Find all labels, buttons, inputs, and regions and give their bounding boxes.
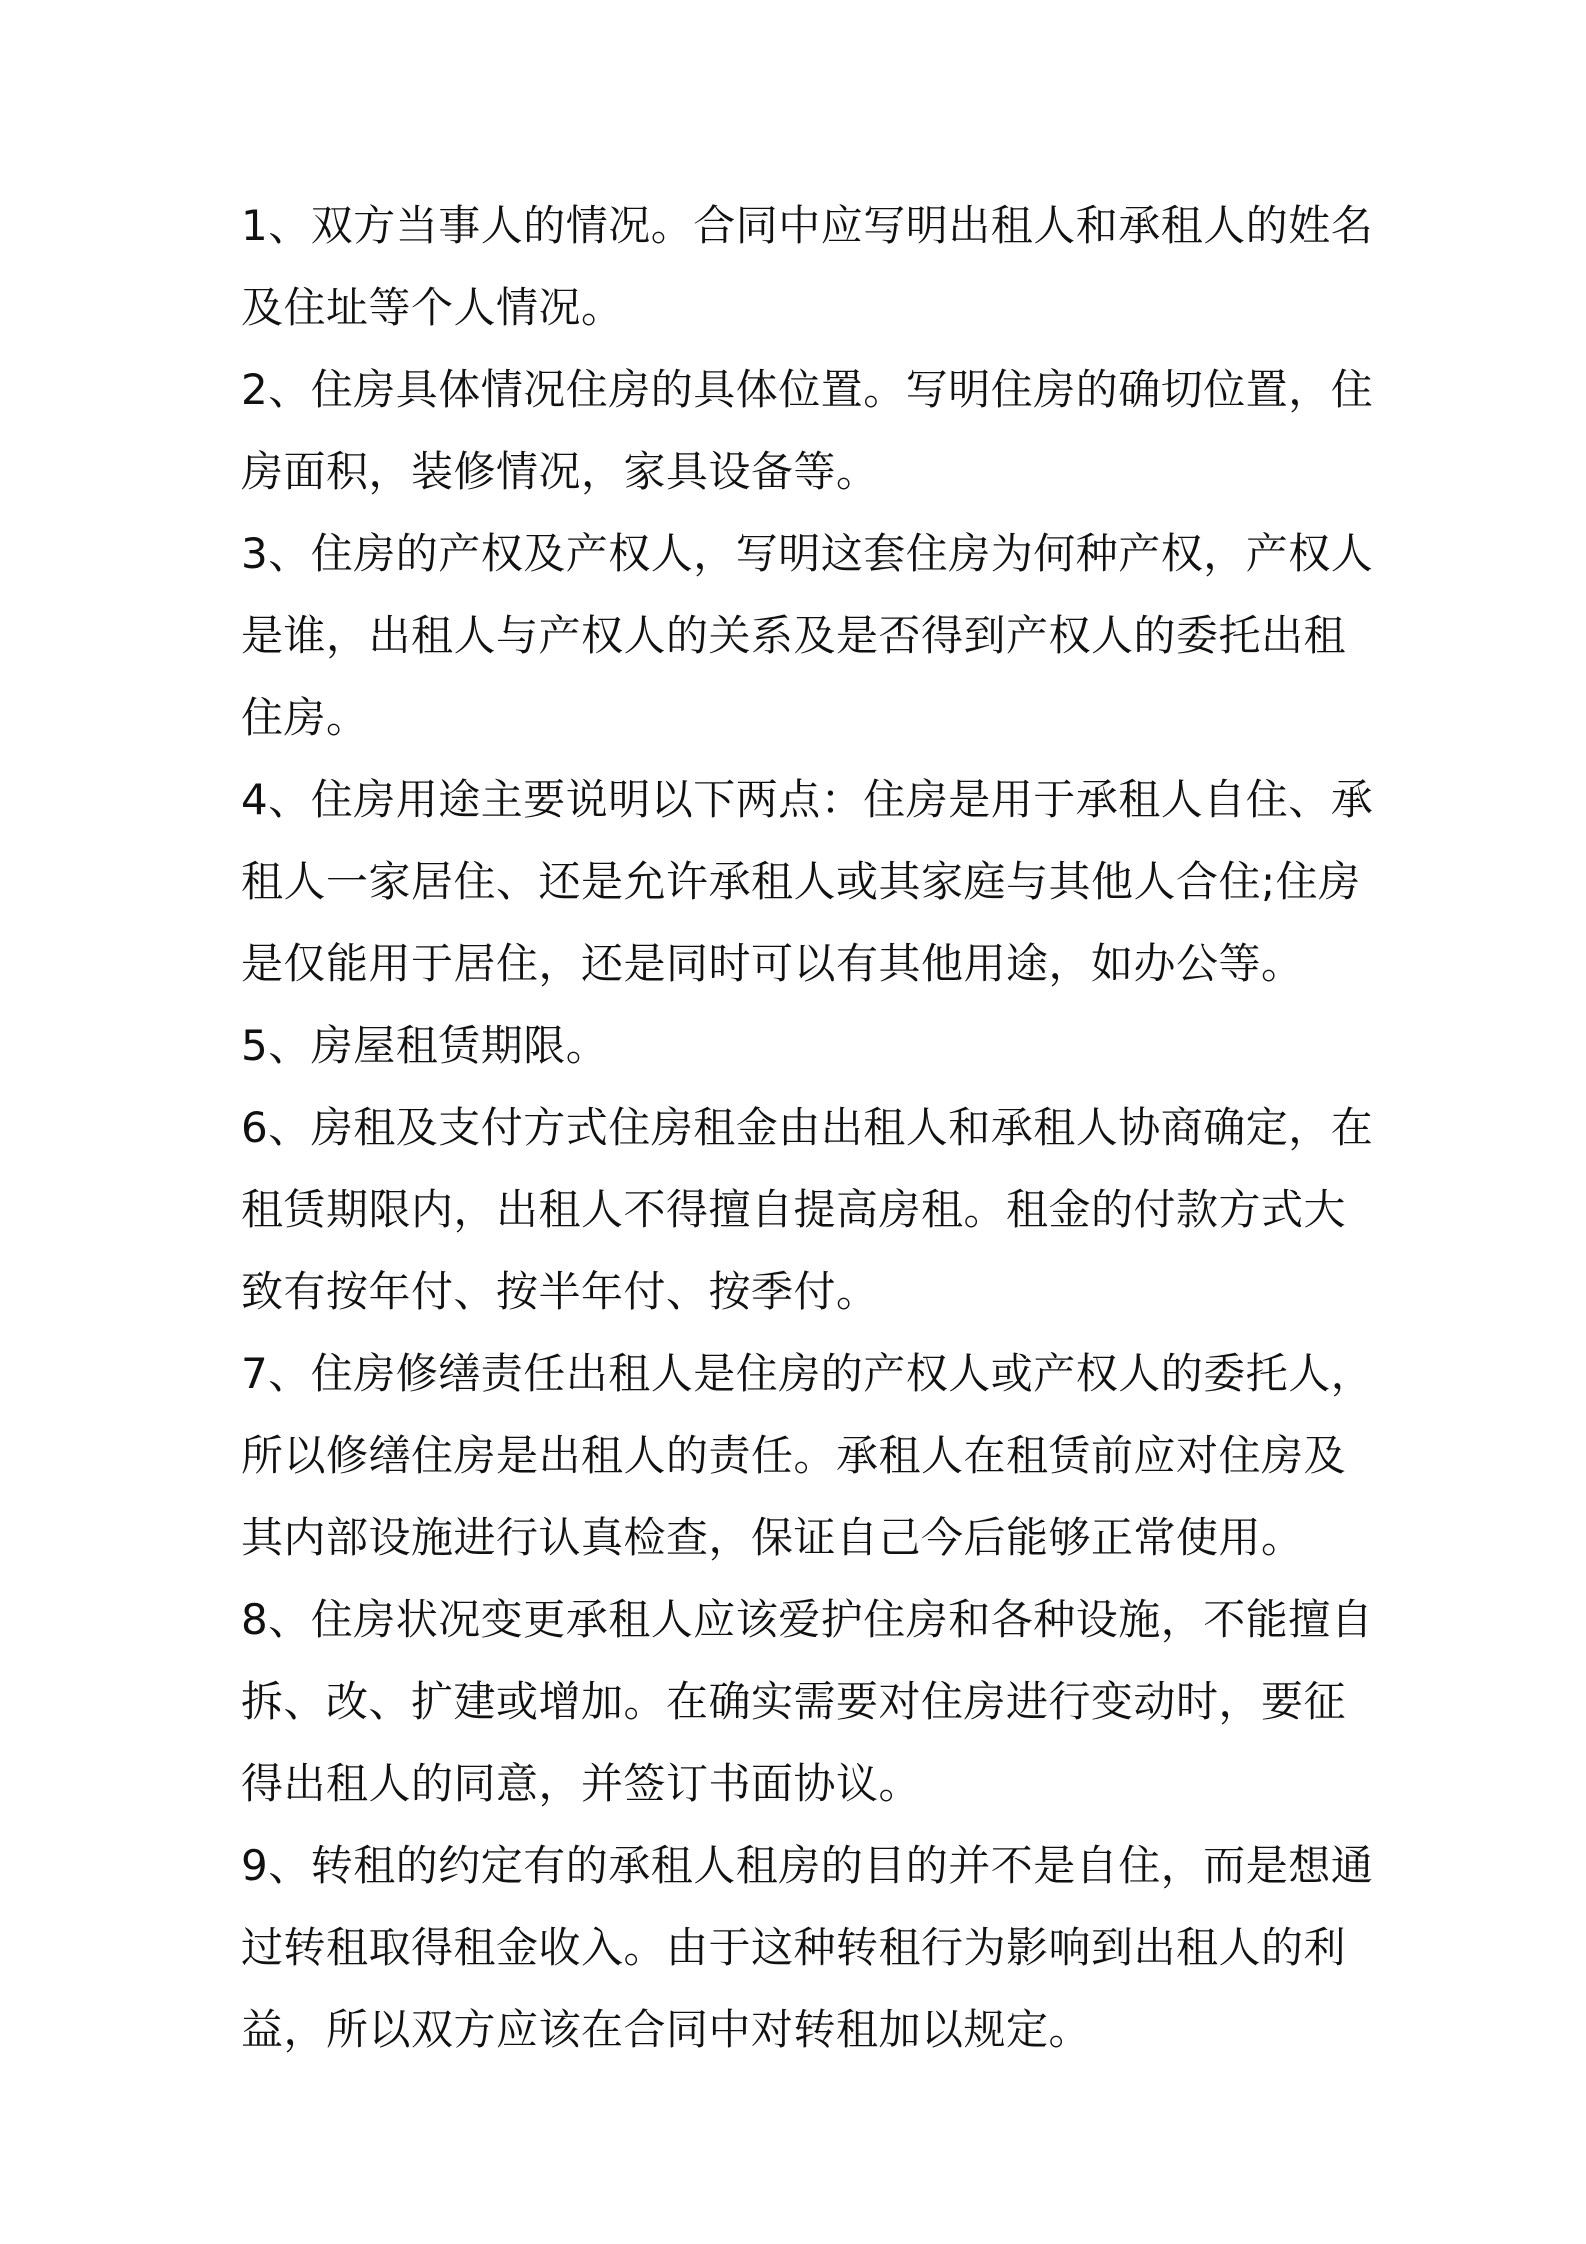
- paragraph-3: 3、住房的产权及产权人，写明这套住房为何种产权，产权人是谁，出租人与产权人的关系及是否得到产权人的委托出租住房。: [241, 529, 1374, 742]
- document-body: [241, 185, 1381, 2071]
- paragraph-8: 8、住房状况变更承租人应该爱护住房和各种设施，不能擅自拆、改、扩建或增加。在确实需要对住房进行变动时，要征得出租人的同意，并签订书面协议。: [241, 1595, 1374, 1808]
- paragraph-4: 4、住房用途主要说明以下两点：住房是用于承租人自住、承租人一家居住、还是允许承租人或其家庭与其他人合住;住房是仅能用于居住，还是同时可以有其他用途，如办公等。: [241, 775, 1374, 988]
- paragraph-7: 7、住房修缮责任出租人是住房的产权人或产权人的委托人，所以修缮住房是出租人的责任。承租人在租赁前应对住房及其内部设施进行认真检查，保证自己今后能够正常使用。: [241, 1349, 1374, 1562]
- paragraph-5: 5、房屋租赁期限。: [241, 1021, 609, 1070]
- paragraph-6: 6、房租及支付方式住房租金由出租人和承租人协商确定，在租赁期限内，出租人不得擅自提高房租。租金的付款方式大致有按年付、按半年付、按季付。: [241, 1103, 1374, 1316]
- paragraph-9: 9、转租的约定有的承租人租房的目的并不是自住，而是想通过转租取得租金收入。由于这种转租行为影响到出租人的利益，所以双方应该在合同中对转租加以规定。: [241, 1841, 1374, 2054]
- paragraph-2: 2、住房具体情况住房的具体位置。写明住房的确切位置，住房面积，装修情况，家具设备等。: [241, 365, 1374, 496]
- paragraph-1: 1、双方当事人的情况。合同中应写明出租人和承租人的姓名及住址等个人情况。: [241, 201, 1374, 332]
